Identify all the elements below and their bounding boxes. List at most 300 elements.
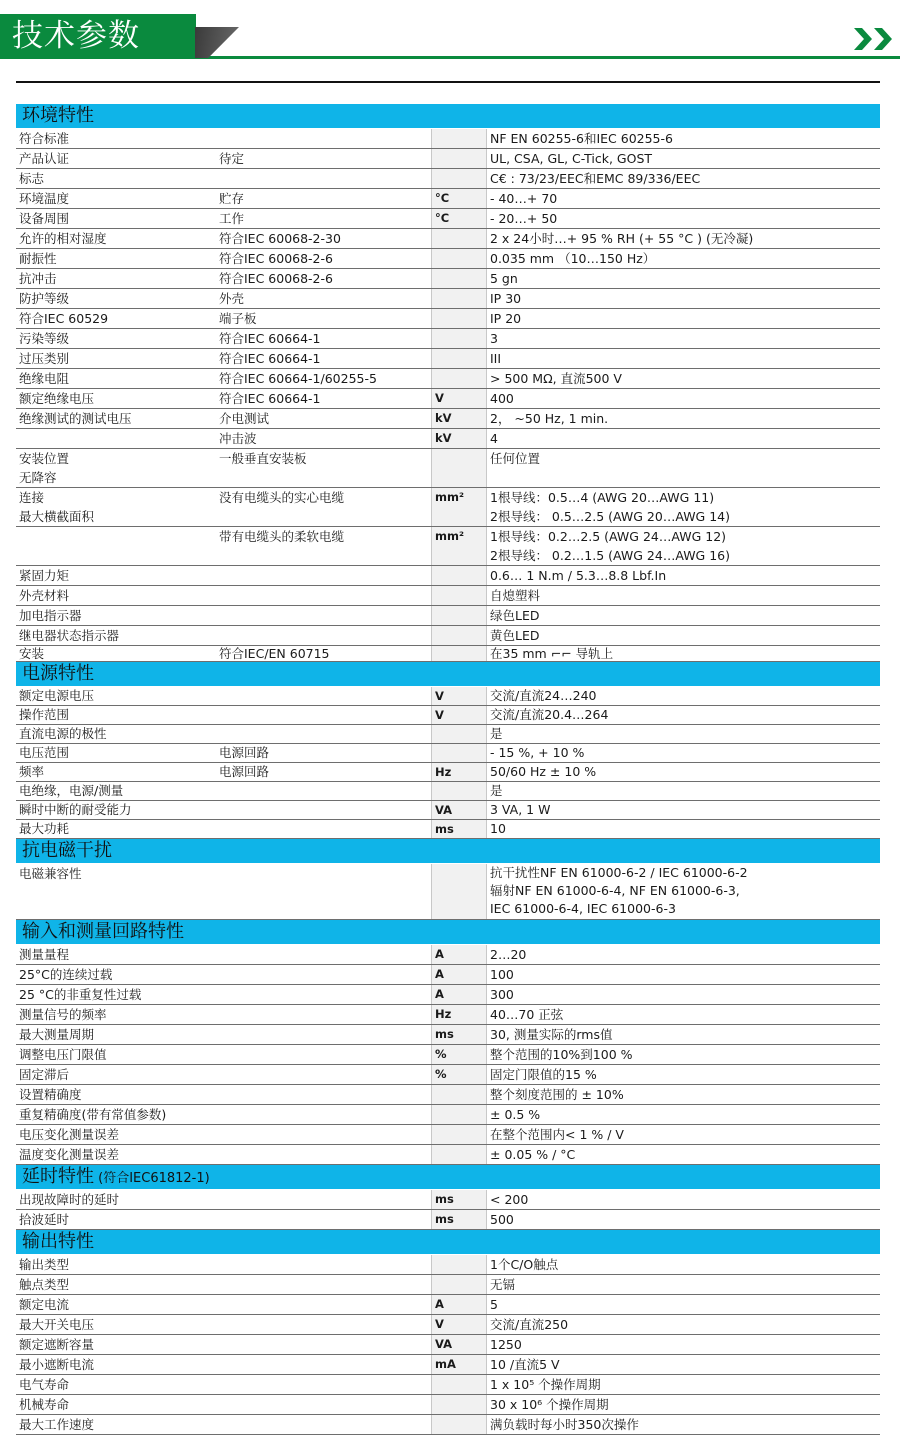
cell-text: 温度变化测量误差 bbox=[19, 1147, 120, 1162]
cell-text: 10 /直流5 V bbox=[490, 1357, 560, 1372]
cell-c4 bbox=[487, 606, 880, 625]
cell-c3 bbox=[431, 527, 487, 565]
cell-c2 bbox=[216, 269, 431, 288]
cell-c1 bbox=[16, 249, 216, 268]
cell-text: 交流/直流250 bbox=[490, 1317, 569, 1332]
table-row bbox=[16, 488, 880, 527]
cell-c1 bbox=[16, 1315, 216, 1334]
table-row bbox=[16, 864, 880, 920]
cell-text: 最大开关电压 bbox=[19, 1317, 95, 1332]
cell-c4 bbox=[487, 945, 880, 964]
cell-c1 bbox=[16, 488, 216, 526]
cell-c2 bbox=[216, 763, 431, 781]
cell-c1 bbox=[16, 1085, 216, 1104]
cell-c1 bbox=[16, 606, 216, 625]
cell-c1 bbox=[16, 309, 216, 328]
cell-c4 bbox=[487, 409, 880, 428]
cell-c3 bbox=[431, 687, 487, 705]
cell-c1 bbox=[16, 369, 216, 388]
table-row bbox=[16, 965, 880, 985]
cell-c1 bbox=[16, 1005, 216, 1024]
table-row bbox=[16, 429, 880, 449]
cell-text: 符合IEC 60068-2-6 bbox=[219, 271, 333, 286]
cell-text: 任何位置 bbox=[490, 451, 541, 466]
cell-text: 1 x 10⁵ 个操作周期 bbox=[490, 1377, 601, 1392]
cell-text: 安装 bbox=[19, 646, 45, 661]
cell-text: 30 x 10⁶ 个操作周期 bbox=[490, 1397, 609, 1412]
cell-text: 耐振性 bbox=[19, 251, 57, 266]
title-wedge-decoration bbox=[195, 27, 239, 58]
cell-c4 bbox=[487, 763, 880, 781]
cell-c3 bbox=[431, 389, 487, 408]
cell-c1 bbox=[16, 566, 216, 585]
table-row bbox=[16, 1190, 880, 1210]
cell-text: 是 bbox=[490, 726, 503, 741]
cell-text: 绝缘电阻 bbox=[19, 371, 70, 386]
cell-c2 bbox=[216, 249, 431, 268]
cell-c4 bbox=[487, 129, 880, 148]
cell-c3 bbox=[431, 782, 487, 800]
cell-text: - 15 %, + 10 % bbox=[490, 745, 585, 760]
cell-text: 最大横截面积 bbox=[19, 509, 95, 524]
cell-text: 绝缘测试的测试电压 bbox=[19, 411, 132, 426]
cell-c1 bbox=[16, 985, 216, 1004]
cell-c3 bbox=[431, 129, 487, 148]
table-row bbox=[16, 646, 880, 662]
cell-text: 触点类型 bbox=[19, 1277, 70, 1292]
cell-text: mA bbox=[435, 1357, 456, 1371]
cell-c3 bbox=[431, 1315, 487, 1334]
cell-text: 2 x 24小时…+ 95 % RH (+ 55 °C ) (无冷凝) bbox=[490, 231, 754, 246]
cell-c1 bbox=[16, 1045, 216, 1064]
cell-c1 bbox=[16, 329, 216, 348]
cell-c1 bbox=[16, 820, 216, 838]
cell-text: 环境温度 bbox=[19, 191, 70, 206]
cell-c3 bbox=[431, 169, 487, 188]
table-row bbox=[16, 169, 880, 189]
cell-text: 允许的相对湿度 bbox=[19, 231, 107, 246]
cell-c2 bbox=[216, 1210, 431, 1229]
cell-c3 bbox=[431, 1295, 487, 1314]
cell-text: ms bbox=[435, 1212, 454, 1226]
cell-text: 出现故障时的延时 bbox=[19, 1192, 120, 1207]
cell-c4 bbox=[487, 1145, 880, 1164]
cell-text: 0.6… 1 N.m / 5.3…8.8 Lbf.In bbox=[490, 568, 667, 583]
table-row bbox=[16, 389, 880, 409]
cell-text: 加电指示器 bbox=[19, 608, 82, 623]
cell-c3 bbox=[431, 1355, 487, 1374]
cell-c4 bbox=[487, 269, 880, 288]
table-row bbox=[16, 209, 880, 229]
cell-text: 符合标准 bbox=[19, 131, 70, 146]
table-row bbox=[16, 626, 880, 646]
cell-c4 bbox=[487, 1105, 880, 1124]
cell-c1 bbox=[16, 1105, 216, 1124]
cell-text: III bbox=[490, 351, 502, 366]
cell-c1 bbox=[16, 229, 216, 248]
section-subtitle: (符合IEC61812-1) bbox=[94, 1171, 210, 1186]
cell-c1 bbox=[16, 744, 216, 762]
cell-c1 bbox=[16, 429, 216, 448]
double-chevron-right-icon bbox=[852, 24, 900, 54]
cell-c1 bbox=[16, 782, 216, 800]
cell-c4 bbox=[487, 864, 880, 919]
cell-c3 bbox=[431, 149, 487, 168]
cell-c4 bbox=[487, 1335, 880, 1354]
section-title: 输入和测量回路特性 bbox=[22, 921, 184, 942]
table-row bbox=[16, 229, 880, 249]
table-row bbox=[16, 1395, 880, 1415]
table-row bbox=[16, 149, 880, 169]
cell-c2 bbox=[216, 149, 431, 168]
cell-c4 bbox=[487, 429, 880, 448]
table-row bbox=[16, 1025, 880, 1045]
cell-c4 bbox=[487, 1125, 880, 1144]
cell-c3 bbox=[431, 864, 487, 919]
cell-text: 符合IEC 60664-1 bbox=[219, 391, 321, 406]
table-row bbox=[16, 1275, 880, 1295]
cell-text: 40…70 正弦 bbox=[490, 1007, 564, 1022]
cell-text: V bbox=[435, 391, 444, 405]
section-title: 抗电磁干扰 bbox=[22, 840, 112, 861]
cell-c4 bbox=[487, 369, 880, 388]
cell-c4 bbox=[487, 1255, 880, 1274]
cell-c3 bbox=[431, 1045, 487, 1064]
cell-c1 bbox=[16, 409, 216, 428]
cell-text: ms bbox=[435, 1027, 454, 1041]
cell-c2 bbox=[216, 329, 431, 348]
cell-c3 bbox=[431, 965, 487, 984]
cell-c3 bbox=[431, 369, 487, 388]
cell-c1 bbox=[16, 1210, 216, 1229]
cell-text: - 40…+ 70 bbox=[490, 191, 558, 206]
cell-c1 bbox=[16, 1415, 216, 1434]
table-row bbox=[16, 1065, 880, 1085]
table-row bbox=[16, 329, 880, 349]
cell-text: IP 20 bbox=[490, 311, 522, 326]
cell-text: 污染等级 bbox=[19, 331, 70, 346]
table-row bbox=[16, 309, 880, 329]
cell-c1 bbox=[16, 586, 216, 605]
cell-c3 bbox=[431, 1190, 487, 1209]
cell-c4 bbox=[487, 149, 880, 168]
cell-c3 bbox=[431, 706, 487, 724]
cell-text: 3 VA, 1 W bbox=[490, 802, 551, 817]
cell-c4 bbox=[487, 229, 880, 248]
cell-c2 bbox=[216, 189, 431, 208]
cell-c2 bbox=[216, 820, 431, 838]
cell-text: 1250 bbox=[490, 1337, 522, 1352]
table-row bbox=[16, 269, 880, 289]
cell-text: 2…20 bbox=[490, 947, 527, 962]
cell-c2 bbox=[216, 586, 431, 605]
table-row bbox=[16, 1210, 880, 1230]
cell-c4 bbox=[487, 169, 880, 188]
cell-c4 bbox=[487, 349, 880, 368]
cell-c3 bbox=[431, 1105, 487, 1124]
cell-c4 bbox=[487, 1395, 880, 1414]
table-row bbox=[16, 586, 880, 606]
cell-c3 bbox=[431, 1065, 487, 1084]
table-row bbox=[16, 725, 880, 744]
cell-text: 额定电流 bbox=[19, 1297, 70, 1312]
cell-c2 bbox=[216, 1255, 431, 1274]
cell-c3 bbox=[431, 329, 487, 348]
cell-text: 测量信号的频率 bbox=[19, 1007, 107, 1022]
cell-c4 bbox=[487, 985, 880, 1004]
cell-c4 bbox=[487, 1375, 880, 1394]
cell-text: 300 bbox=[490, 987, 514, 1002]
cell-c1 bbox=[16, 687, 216, 705]
cell-text: - 20…+ 50 bbox=[490, 211, 558, 226]
cell-text: 贮存 bbox=[219, 191, 245, 206]
table-row bbox=[16, 687, 880, 706]
section-title: 环境特性 bbox=[22, 105, 94, 126]
section-title: 延时特性 bbox=[22, 1166, 94, 1187]
cell-c3 bbox=[431, 801, 487, 819]
cell-text: 符合IEC 60068-2-30 bbox=[219, 231, 341, 246]
cell-text: 自熄塑料 bbox=[490, 588, 541, 603]
cell-text: IEC 61000-6-4, IEC 61000-6-3 bbox=[490, 901, 676, 916]
cell-text: 10 bbox=[490, 821, 506, 836]
cell-c1 bbox=[16, 349, 216, 368]
cell-text: 机械寿命 bbox=[19, 1397, 70, 1412]
cell-text: 5 bbox=[490, 1297, 498, 1312]
cell-c4 bbox=[487, 1085, 880, 1104]
cell-text: 过压类别 bbox=[19, 351, 70, 366]
cell-text: 满负载时每小时350次操作 bbox=[490, 1417, 639, 1432]
cell-text: 3 bbox=[490, 331, 498, 346]
cell-text: V bbox=[435, 708, 444, 722]
cell-text: 100 bbox=[490, 967, 514, 982]
cell-text: 400 bbox=[490, 391, 514, 406]
cell-c2 bbox=[216, 309, 431, 328]
cell-text: 2根导线： 0.5…2.5 (AWG 20…AWG 14) bbox=[490, 509, 730, 524]
cell-text: 在35 mm ⌐⌐ 导轨上 bbox=[490, 646, 614, 661]
cell-c4 bbox=[487, 586, 880, 605]
page-header bbox=[0, 0, 900, 62]
table-row bbox=[16, 1315, 880, 1335]
cell-text: 额定绝缘电压 bbox=[19, 391, 95, 406]
cell-c3 bbox=[431, 409, 487, 428]
cell-text: 在整个范围内< 1 % / V bbox=[490, 1127, 624, 1142]
cell-text: 符合IEC 60664-1 bbox=[219, 331, 321, 346]
cell-c3 bbox=[431, 309, 487, 328]
table-row bbox=[16, 189, 880, 209]
cell-c4 bbox=[487, 626, 880, 645]
cell-c1 bbox=[16, 965, 216, 984]
cell-c3 bbox=[431, 820, 487, 838]
cell-text: kV bbox=[435, 411, 452, 425]
section-header bbox=[16, 839, 880, 864]
cell-c4 bbox=[487, 1355, 880, 1374]
cell-c4 bbox=[487, 1415, 880, 1434]
cell-c3 bbox=[431, 586, 487, 605]
cell-c3 bbox=[431, 269, 487, 288]
cell-text: 符合IEC 60068-2-6 bbox=[219, 251, 333, 266]
cell-text: 设备周围 bbox=[19, 211, 70, 226]
cell-c1 bbox=[16, 149, 216, 168]
cell-c3 bbox=[431, 606, 487, 625]
section-header bbox=[16, 1165, 880, 1190]
cell-c2 bbox=[216, 985, 431, 1004]
cell-c4 bbox=[487, 1065, 880, 1084]
table-row bbox=[16, 1045, 880, 1065]
table-row bbox=[16, 1005, 880, 1025]
cell-c2 bbox=[216, 606, 431, 625]
cell-text: 最大工作速度 bbox=[19, 1417, 95, 1432]
cell-text: A bbox=[435, 987, 444, 1001]
cell-c1 bbox=[16, 1395, 216, 1414]
cell-c3 bbox=[431, 289, 487, 308]
cell-c2 bbox=[216, 646, 431, 661]
cell-c2 bbox=[216, 687, 431, 705]
cell-c3 bbox=[431, 429, 487, 448]
cell-c1 bbox=[16, 269, 216, 288]
cell-c3 bbox=[431, 349, 487, 368]
cell-c3 bbox=[431, 1085, 487, 1104]
cell-text: 一般垂直安装板 bbox=[219, 451, 307, 466]
cell-c1 bbox=[16, 801, 216, 819]
cell-c1 bbox=[16, 706, 216, 724]
cell-c2 bbox=[216, 782, 431, 800]
cell-c3 bbox=[431, 189, 487, 208]
cell-text: 固定滞后 bbox=[19, 1067, 70, 1082]
cell-text: 测量量程 bbox=[19, 947, 70, 962]
cell-c2 bbox=[216, 626, 431, 645]
cell-text: V bbox=[435, 1317, 444, 1331]
cell-c3 bbox=[431, 1335, 487, 1354]
cell-text: 是 bbox=[490, 783, 503, 798]
cell-text: UL, CSA, GL, C-Tick, GOST bbox=[490, 151, 653, 166]
table-row bbox=[16, 763, 880, 782]
cell-text: 输出类型 bbox=[19, 1257, 70, 1272]
cell-text: 电磁兼容性 bbox=[19, 866, 82, 881]
cell-text: 产品认证 bbox=[19, 151, 70, 166]
cell-text: Hz bbox=[435, 1007, 452, 1021]
cell-c1 bbox=[16, 1275, 216, 1294]
cell-text: 安装位置 bbox=[19, 451, 70, 466]
cell-text: 符合IEC 60664-1 bbox=[219, 351, 321, 366]
cell-text: A bbox=[435, 947, 444, 961]
cell-text: 外壳 bbox=[219, 291, 245, 306]
section-header bbox=[16, 1230, 880, 1255]
cell-text: 电绝缘，电源/测量 bbox=[19, 783, 124, 798]
cell-text: 频率 bbox=[19, 764, 45, 779]
cell-c3 bbox=[431, 1145, 487, 1164]
cell-text: 1根导线：0.2…2.5 (AWG 24…AWG 12) bbox=[490, 529, 727, 544]
cell-c4 bbox=[487, 706, 880, 724]
cell-c4 bbox=[487, 744, 880, 762]
cell-c4 bbox=[487, 329, 880, 348]
cell-text: 500 bbox=[490, 1212, 514, 1227]
cell-c4 bbox=[487, 965, 880, 984]
cell-c3 bbox=[431, 626, 487, 645]
cell-text: 连接 bbox=[19, 490, 45, 505]
cell-c2 bbox=[216, 1145, 431, 1164]
cell-c4 bbox=[487, 725, 880, 743]
cell-c2 bbox=[216, 1025, 431, 1044]
cell-text: 最大测量周期 bbox=[19, 1027, 95, 1042]
cell-text: ms bbox=[435, 1192, 454, 1206]
cell-c1 bbox=[16, 646, 216, 661]
cell-c1 bbox=[16, 129, 216, 148]
cell-c4 bbox=[487, 249, 880, 268]
cell-text: ± 0.05 % / °C bbox=[490, 1147, 576, 1162]
table-row bbox=[16, 369, 880, 389]
cell-c4 bbox=[487, 687, 880, 705]
cell-c2 bbox=[216, 706, 431, 724]
cell-text: 2， ~50 Hz, 1 min. bbox=[490, 411, 609, 426]
cell-c4 bbox=[487, 820, 880, 838]
cell-c1 bbox=[16, 1255, 216, 1274]
cell-text: ± 0.5 % bbox=[490, 1107, 541, 1122]
table-row bbox=[16, 706, 880, 725]
cell-c3 bbox=[431, 985, 487, 1004]
cell-text: 无镉 bbox=[490, 1277, 516, 1292]
cell-c1 bbox=[16, 763, 216, 781]
cell-text: kV bbox=[435, 431, 452, 445]
cell-text: 继电器状态指示器 bbox=[19, 628, 120, 643]
cell-c3 bbox=[431, 763, 487, 781]
cell-c1 bbox=[16, 527, 216, 565]
cell-text: 抗冲击 bbox=[19, 271, 57, 286]
cell-text: 无降容 bbox=[19, 470, 57, 485]
cell-text: IP 30 bbox=[490, 291, 522, 306]
cell-text: > 500 MΩ, 直流500 V bbox=[490, 371, 622, 386]
header-divider bbox=[16, 81, 880, 83]
cell-c2 bbox=[216, 229, 431, 248]
cell-text: 抗干扰性NF EN 61000-6-2 / IEC 61000-6-2 bbox=[490, 865, 748, 880]
cell-c4 bbox=[487, 289, 880, 308]
table-row bbox=[16, 1105, 880, 1125]
table-row bbox=[16, 1375, 880, 1395]
cell-c3 bbox=[431, 744, 487, 762]
cell-c2 bbox=[216, 129, 431, 148]
cell-text: 外壳材料 bbox=[19, 588, 70, 603]
cell-text: 黄色LED bbox=[490, 628, 540, 643]
cell-c3 bbox=[431, 1005, 487, 1024]
cell-text: 直流电源的极性 bbox=[19, 726, 107, 741]
cell-text: 1根导线：0.5…4 (AWG 20…AWG 11) bbox=[490, 490, 715, 505]
cell-c1 bbox=[16, 725, 216, 743]
cell-c4 bbox=[487, 1025, 880, 1044]
cell-c4 bbox=[487, 309, 880, 328]
cell-c1 bbox=[16, 1025, 216, 1044]
cell-c4 bbox=[487, 189, 880, 208]
cell-c2 bbox=[216, 289, 431, 308]
cell-text: 电压变化测量误差 bbox=[19, 1127, 120, 1142]
table-row bbox=[16, 801, 880, 820]
table-row bbox=[16, 1355, 880, 1375]
cell-c2 bbox=[216, 744, 431, 762]
spec-table bbox=[16, 104, 880, 1435]
cell-c2 bbox=[216, 1395, 431, 1414]
cell-c2 bbox=[216, 801, 431, 819]
cell-c1 bbox=[16, 289, 216, 308]
cell-text: 固定门限值的15 % bbox=[490, 1067, 597, 1082]
cell-text: 电压范围 bbox=[19, 745, 70, 760]
cell-c2 bbox=[216, 1355, 431, 1374]
cell-c2 bbox=[216, 209, 431, 228]
cell-c3 bbox=[431, 1275, 487, 1294]
cell-text: 没有电缆头的实心电缆 bbox=[219, 490, 345, 505]
cell-c3 bbox=[431, 725, 487, 743]
cell-text: C€ : 73/23/EEC和EMC 89/336/EEC bbox=[490, 171, 701, 186]
cell-text: 电气寿命 bbox=[19, 1377, 70, 1392]
cell-c4 bbox=[487, 1190, 880, 1209]
cell-c1 bbox=[16, 945, 216, 964]
